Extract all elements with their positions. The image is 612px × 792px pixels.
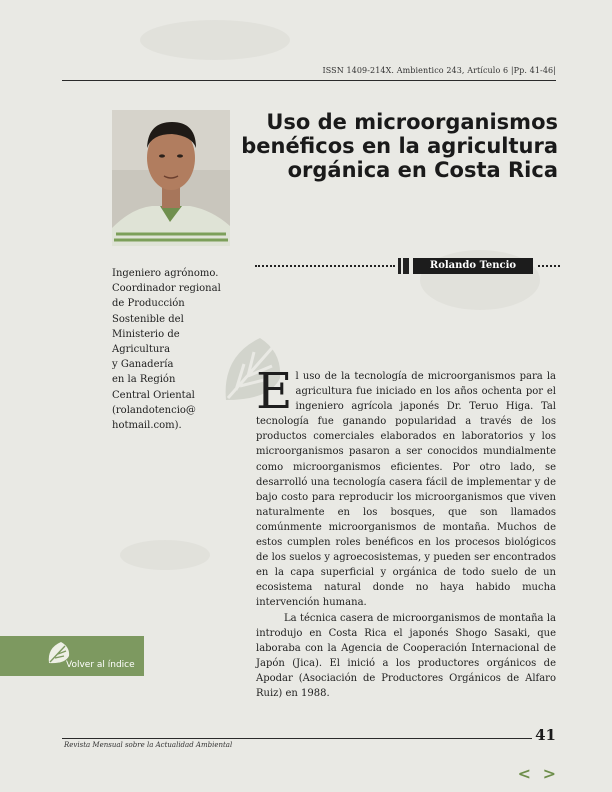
background-texture (120, 540, 210, 570)
page-navigation (512, 764, 556, 783)
footer-rule (62, 738, 532, 739)
bio-line: en la Región (112, 374, 176, 386)
page-number: 41 (535, 726, 556, 744)
dotted-rule (538, 265, 560, 267)
author-name: Rolando Tencio (413, 258, 533, 274)
next-page-button[interactable]: > (542, 764, 556, 783)
bio-line: Ministerio de (112, 328, 180, 340)
bio-line: Coordinador regional (112, 283, 221, 295)
back-to-index-button[interactable] (0, 636, 144, 676)
back-to-index-label[interactable]: Volver al índice (66, 660, 135, 670)
previous-page-button[interactable]: < (517, 764, 532, 783)
bio-line: y Ganadería (112, 359, 174, 371)
author-portrait-image (112, 110, 230, 246)
bio-line: Ingeniero agrónomo. (112, 268, 219, 279)
article-title (238, 110, 558, 182)
author-bio (112, 266, 232, 433)
bio-line: de Producción (112, 298, 185, 310)
bar-mark (398, 258, 401, 274)
bio-line: (rolandotencio@ (112, 404, 196, 416)
bio-line: hotmail.com). (112, 420, 182, 432)
dotted-rule (255, 265, 395, 267)
header-rule (62, 80, 556, 81)
body-paragraph (256, 362, 556, 611)
author-photo (112, 110, 230, 246)
bar-mark (403, 258, 409, 274)
title-line: Uso de microorganismos (266, 110, 558, 134)
author-bar (255, 258, 560, 274)
title-line: orgánica en Costa Rica (287, 158, 558, 182)
issn-header: ISSN 1409-214X. Ambientico 243, Artículo 6 |Pp. 41-46| (322, 66, 556, 75)
drop-cap: E (256, 362, 293, 420)
background-texture (140, 20, 290, 60)
bio-line: Sostenible del (112, 313, 184, 325)
title-line: benéficos en la agricultura (241, 134, 558, 158)
bio-line: Agricultura (112, 344, 171, 356)
journal-name: Revista Mensual sobre la Actualidad Ambiental (64, 741, 233, 749)
paragraph-text: l uso de la tecnología de microorganismos para la agricultura fue iniciado en los años ochenta por el ingeniero agrícola japonés Dr. Teruo Higa. Tal tecnología fue ganando popularidad a través de los productos comerciales elaborados en laboratorios y los microorganismos pasaron a ser conocidos mundialmente como microorganismos eficientes. Por otro lado, se desarrolló una tecnología casera fácil de implementar y de bajo costo para reproducir los microorganismos que viven naturalmente en los bosques, que son llamados comúnmente microorganismos de montaña. Muchos de estos cumplen roles benéficos en los procesos biológicos de los suelos y agroecosistemas, y pueden ser encontrados en la capa superficial y orgánica de todo suelo de un ecosistema natural donde no haya habido mucha intervención humana. (256, 371, 556, 609)
body-paragraph: La técnica casera de microorganismos de montaña la introdujo en Costa Rica el japonés Shogo Sasaki, que laboraba con la Agencia de Cooperación Internacional de Japón (Jica). El inició a los productores orgánicos de Apodar (Asociación de Productores Orgánicos de Alfaro Ruiz) en 1988. (256, 612, 556, 699)
bio-line: Central Oriental (112, 389, 195, 401)
article-body (256, 362, 556, 701)
